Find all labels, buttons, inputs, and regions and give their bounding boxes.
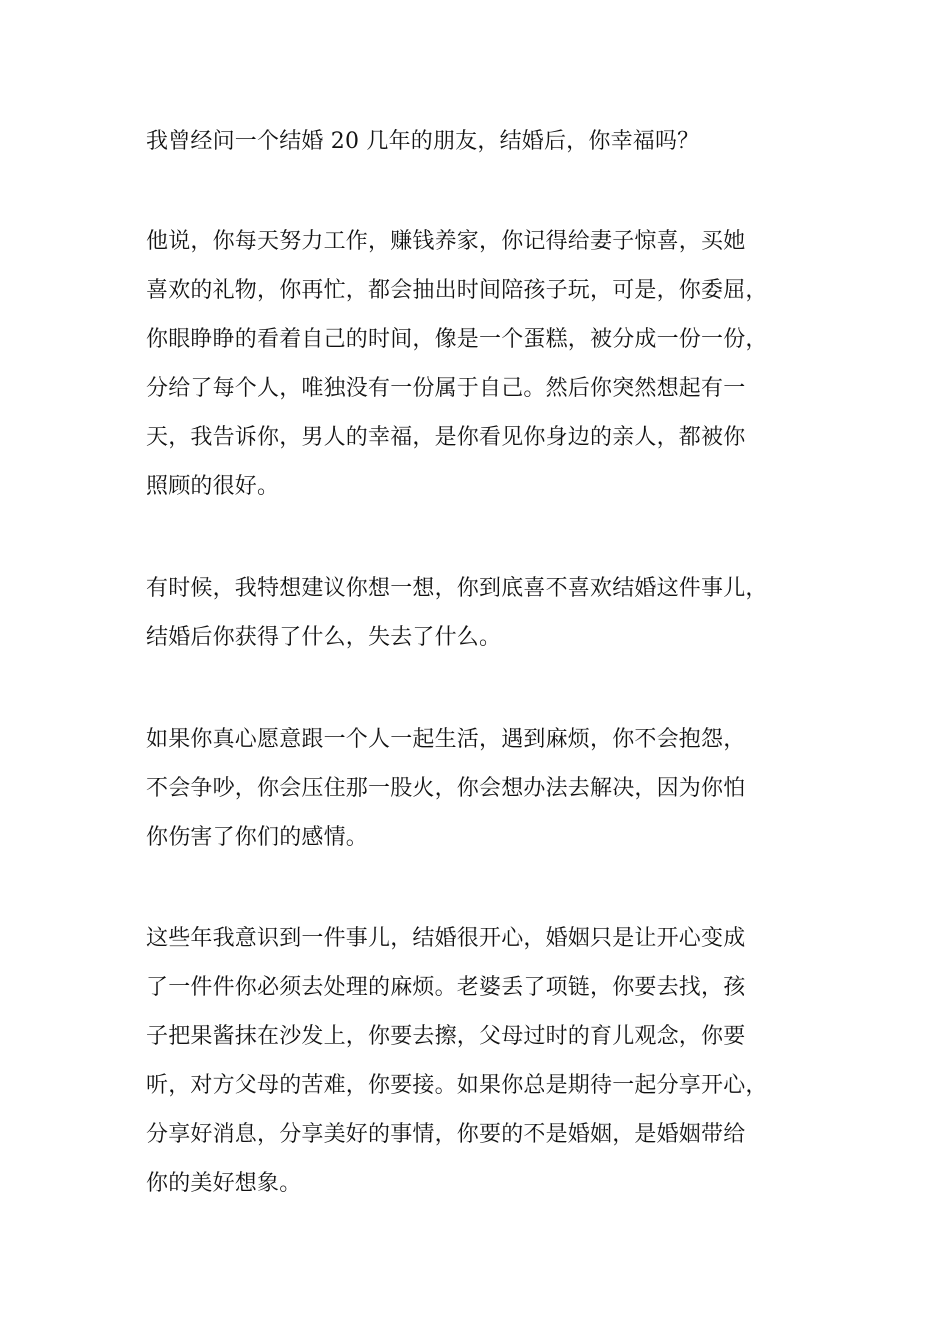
paragraph-2 bbox=[146, 217, 826, 511]
paragraph-line: 不会争吵，你会压住那一股火，你会想办法去解决，因为你怕 bbox=[146, 776, 746, 801]
paragraph-line: 了一件件你必须去处理的麻烦。老婆丢了项链，你要去找，孩 bbox=[146, 975, 746, 1000]
paragraph-line: 分给了每个人，唯独没有一份属于自己。然后你突然想起有一 bbox=[146, 376, 746, 401]
paragraph-line: 喜欢的礼物，你再忙，都会抽出时间陪孩子玩，可是，你委屈， bbox=[146, 278, 768, 303]
paragraph-line: 分享好消息，分享美好的事情，你要的不是婚姻，是婚姻带给 bbox=[146, 1122, 746, 1147]
paragraph-line: 我曾经问一个结婚 20 几年的朋友，结婚后，你幸福吗？ bbox=[146, 129, 700, 154]
paragraph-1 bbox=[146, 117, 826, 166]
paragraph-line: 结婚后你获得了什么，失去了什么。 bbox=[146, 625, 502, 650]
paragraph-line: 你的美好想象。 bbox=[146, 1171, 302, 1196]
paragraph-3 bbox=[146, 564, 826, 662]
paragraph-line: 他说，你每天努力工作，赚钱养家，你记得给妻子惊喜，买她 bbox=[146, 229, 746, 254]
paragraph-line: 有时候，我特想建议你想一想，你到底喜不喜欢结婚这件事儿， bbox=[146, 576, 768, 601]
paragraph-line: 你伤害了你们的感情。 bbox=[146, 825, 369, 850]
paragraph-line: 听，对方父母的苦难，你要接。如果你总是期待一起分享开心， bbox=[146, 1073, 768, 1098]
paragraph-line: 你眼睁睁的看着自己的时间，像是一个蛋糕，被分成一份一份， bbox=[146, 327, 768, 352]
paragraph-line: 天，我告诉你，男人的幸福，是你看见你身边的亲人，都被你 bbox=[146, 425, 746, 450]
paragraph-5 bbox=[146, 914, 826, 1208]
paragraph-line: 子把果酱抹在沙发上，你要去擦，父母过时的育儿观念，你要 bbox=[146, 1024, 746, 1049]
paragraph-line: 这些年我意识到一件事儿，结婚很开心，婚姻只是让开心变成 bbox=[146, 926, 746, 951]
paragraph-line: 照顾的很好。 bbox=[146, 474, 280, 499]
paragraph-line: 如果你真心愿意跟一个人一起生活，遇到麻烦，你不会抱怨， bbox=[146, 727, 746, 752]
paragraph-4 bbox=[146, 715, 826, 862]
